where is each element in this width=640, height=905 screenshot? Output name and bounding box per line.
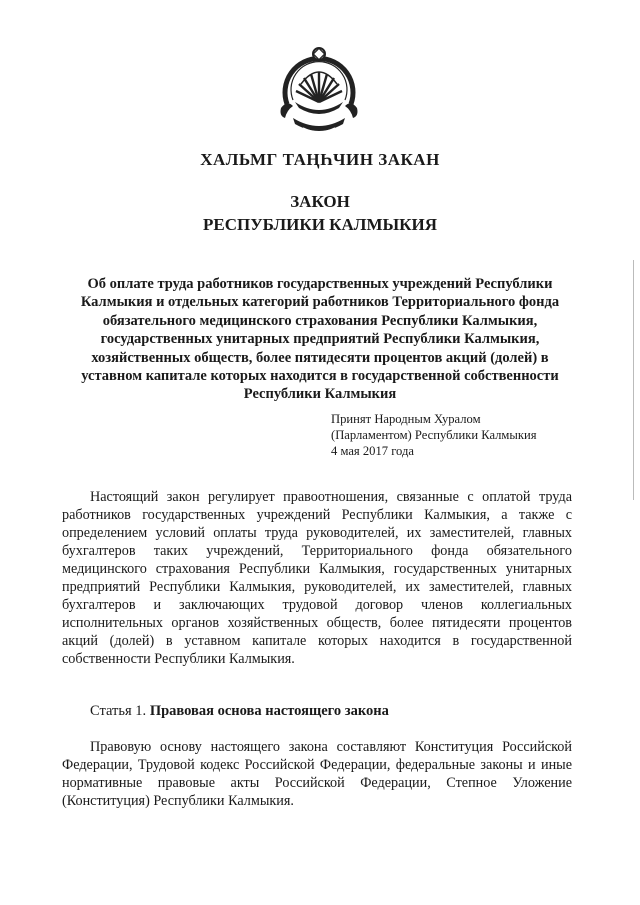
adoption-date: 4 мая 2017 года: [331, 444, 414, 458]
law-subject-title: Об оплате труда работников государственных учреждений Республики Калмыкия и отдельных категорий работников Территориального фонда обязательного медицинского страхования Республики Калмыкия, государственных унитарных предприятий Республики Калмыкия, хозяйственных обществ, более пятидесяти процентов акций (долей) в уставном капитале которых находится в государственной собственности Республики Калмыкия: [80, 276, 560, 403]
adoption-line-1: Принят Народным Хуралом: [331, 412, 481, 426]
scan-edge-line: [633, 260, 634, 500]
article-1-label: Статья 1.: [90, 703, 147, 719]
article-1-heading: [90, 703, 389, 720]
adoption-note: [331, 411, 631, 459]
article-1-paragraph: Правовую основу настоящего закона составляют Конституция Российской Федерации, Трудовой кодекс Российской Федерации, федеральные законы и иные нормативные правовые акты Российской Федерации, Степное Уложение (Конституция) Республики Калмыкия.: [62, 739, 572, 809]
preamble-paragraph: Настоящий закон регулирует правоотношения, связанные с оплатой труда работников государственных учреждений Республики Калмыкия, а также с определением условий оплаты труда руководителей, их заместителей, главных бухгалтеров таких учреждений, Территориального фонда обязательного медицинского страхования Республики Калмыкия, государственных унитарных предприятий Республики Калмыкия, руководителей, их заместителей, главных бухгалтеров и заключающих трудовой договор членов коллегиальных исполнительных органов хозяйственных обществ, более пятидесяти процентов акций (долей) в уставном капитале которых находится в государственной собственности Республики Калмыкия.: [62, 489, 572, 667]
kalmykia-coat-of-arms-icon: [273, 38, 365, 138]
adoption-line-2: (Парламентом) Республики Калмыкия: [331, 428, 537, 442]
law-title: [0, 190, 640, 236]
article-1-body: [62, 738, 572, 810]
preamble: [62, 488, 572, 668]
republic-name: РЕСПУБЛИКИ КАЛМЫКИЯ: [202, 215, 438, 234]
law-label: ЗАКОН: [290, 192, 350, 211]
article-1-name: Правовая основа настоящего закона: [149, 703, 389, 719]
kalmyk-law-title: ХАЛЬМГ ТАҢҺЧИН ЗАКАН: [200, 150, 440, 169]
